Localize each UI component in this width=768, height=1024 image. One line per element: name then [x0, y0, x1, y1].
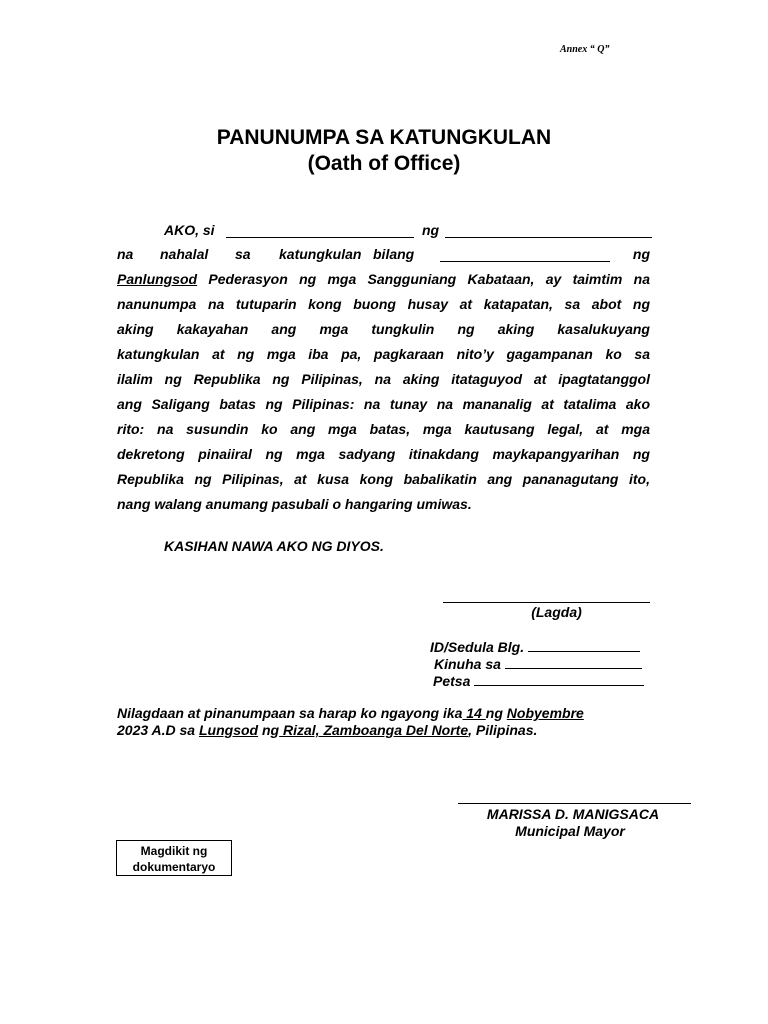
official-name: MARISSA D. MANIGSACA: [486, 806, 660, 822]
oath-line-9: rito: na susundin ko ang mga batas, mga kautusang legal, at mga: [117, 421, 650, 437]
attest-text: ng: [258, 722, 280, 738]
stamp-line-2: dokumentaryo: [132, 860, 216, 874]
signature-line: [443, 602, 650, 603]
id-field-label: ID/Sedula Blg.: [430, 639, 525, 655]
document-subtitle: (Oath of Office): [307, 152, 461, 175]
petsa-field-label: Petsa: [433, 673, 471, 689]
oath-word: nahalal: [160, 246, 209, 262]
oath-line-6: katungkulan at ng mga iba pa, pagkaraan nito’y gagampanan ko sa: [117, 346, 650, 362]
kinuha-field-label: Kinuha sa: [434, 656, 501, 672]
petsa-field: [433, 671, 644, 689]
kinuha-blank: [505, 654, 642, 669]
attest-month: Nobyembre: [506, 705, 584, 721]
oath-word: sa: [235, 246, 251, 262]
oath-line-2: [117, 244, 650, 269]
place-blank: [445, 223, 652, 238]
official-position: Municipal Mayor: [515, 823, 625, 839]
id-field: [430, 637, 640, 655]
oath-word: bilang: [373, 246, 415, 262]
official-signature-line: [458, 803, 691, 804]
id-blank: [528, 637, 640, 652]
oath-word: na: [117, 246, 134, 262]
attestation-line-2: [117, 722, 537, 738]
oath-line-3: [117, 269, 650, 294]
oath-ako-si: AKO, si: [164, 222, 215, 238]
oath-line-11: Republika ng Pilipinas, at kusa kong babalikatin ang pananagutang ito,: [117, 471, 650, 487]
kinuha-field: [434, 654, 642, 672]
document-title: PANUNUMPA SA KATUNGKULAN: [216, 126, 552, 149]
closing-prayer: KASIHAN NAWA AKO NG DIYOS.: [164, 538, 384, 554]
documentary-stamp-box: [116, 840, 232, 876]
name-blank: [226, 223, 414, 238]
oath-line-3-rest: Pederasyon ng mga Sangguniang Kabataan, ay taimtim na: [197, 271, 650, 287]
petsa-blank: [474, 671, 644, 686]
oath-line-12: nang walang anumang pasubali o hangaring umiwas.: [117, 496, 472, 512]
attest-text: , Pilipinas.: [468, 722, 538, 738]
oath-line-5: aking kakayahan ang mga tungkulin ng aking kasalukuyang: [117, 321, 650, 337]
attest-place: Rizal, Zamboanga Del Norte: [279, 722, 469, 738]
position-blank: [440, 247, 610, 262]
oath-line-1: [117, 220, 650, 245]
oath-ng-1: ng: [422, 222, 440, 238]
oath-word: katungkulan: [279, 246, 362, 262]
signature-label: (Lagda): [531, 604, 582, 620]
annex-label: Annex “ Q”: [560, 44, 610, 55]
oath-line-7: ilalim ng Republika ng Pilipinas, na aking itataguyod at ipagtatanggol: [117, 371, 650, 387]
attest-text: ng: [485, 705, 503, 721]
attestation-line-1: [117, 705, 584, 721]
oath-line-8: ang Saligang batas ng Pilipinas: na tunay na mananalig at tatalima ako: [117, 396, 650, 412]
panlungsod-text: Panlungsod: [117, 271, 198, 287]
oath-word: ng: [632, 246, 650, 262]
oath-line-4: nanunumpa na tutuparin kong buong husay at katapatan, sa abot ng: [117, 296, 650, 312]
attest-day: 14: [462, 705, 486, 721]
attest-text: Nilagdaan at pinanumpaan sa harap ko ngayong ika: [117, 705, 463, 721]
attest-city: Lungsod: [198, 722, 259, 738]
stamp-line-1: Magdikit ng: [140, 844, 208, 858]
oath-line-10: dekretong pinaiiral ng mga sadyang itinakdang maykapangyarihan ng: [117, 446, 650, 462]
oath-paragraph: [117, 220, 650, 520]
attest-text: 2023 A.D sa: [117, 722, 199, 738]
